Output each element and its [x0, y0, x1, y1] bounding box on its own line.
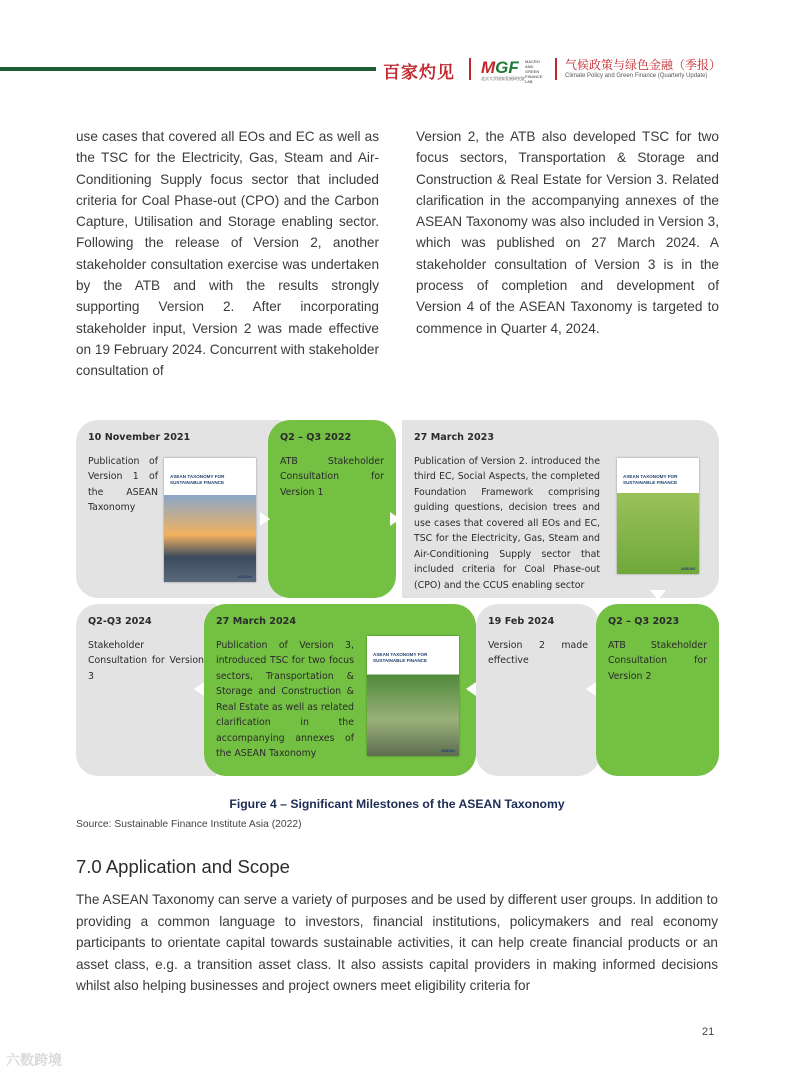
figure-source: Source: Sustainable Finance Institute Asia (2022) — [76, 819, 302, 830]
milestone-date: 19 Feb 2024 — [488, 616, 555, 627]
header-separator — [555, 58, 557, 80]
milestone-date: Q2 – Q3 2023 — [608, 616, 680, 627]
milestone-date: 27 March 2024 — [216, 616, 297, 627]
milestone-panel-4 — [596, 604, 719, 776]
header-title-cn: 气候政策与绿色金融（季报） — [565, 58, 722, 72]
figure-caption: Figure 4 – Significant Milestones of the ASEAN Taxonomy — [229, 797, 565, 811]
section-body: The ASEAN Taxonomy can serve a variety of purposes and be used by different user groups. In addition to providing a common language to investors, financial institutions, policymakers and real economy participants to orientate capital towards sustainable activities, it can help create financial products or an asset class, e.g. a transition asset class. It also assists capital providers in making informed decisions whilst also helping businesses and project owners meet eligibility criteria for — [76, 892, 718, 993]
arrow-right-icon — [260, 512, 270, 526]
milestone-text: Publication of Version 3, introduced TSC for two focus sectors, Transportation & Storage and Construction & Real Estate as well as related clarification in the accompanying annexes of the ASEAN Taxonomy — [216, 639, 354, 759]
milestone-text: Version 2 made effective — [488, 639, 588, 666]
mgf-logo-subtitle: MACRO AND GREEN FINANCE LAB — [525, 59, 543, 84]
milestones-figure — [76, 420, 719, 776]
arrow-left-icon — [586, 682, 596, 696]
milestone-panel-2 — [268, 420, 396, 598]
header-rule — [0, 67, 376, 71]
page-number: 21 — [702, 1026, 715, 1038]
milestone-text: Stakeholder Consultation for Version 3 — [88, 639, 204, 682]
arrow-right-icon — [390, 512, 400, 526]
milestone-text: Publication of Version 1 of the ASEAN Taxonomy — [88, 455, 158, 513]
header-separator — [469, 58, 471, 80]
cover-logo: ASEAN — [680, 566, 695, 571]
milestone-date: Q2-Q3 2024 — [88, 616, 152, 627]
body-column-right: Version 2, the ATB also developed TSC for two focus sectors, Transportation & Storage and Construction & Real Estate for Version 3. Related clarification in the accompanying annexes of the ASEAN Taxonomy was also included in Version 3, which was published on 27 March 2024. A stakeholder consultation of Version 3 is in the process of completion and development of Version 4 of the ASEAN Taxonomy is targeted to commence in Quarter 4, 2024. — [416, 129, 719, 336]
arrow-left-icon — [466, 682, 476, 696]
body-column-left: use cases that covered all EOs and EC as well as the TSC for the Electricity, Gas, Steam and Air-Conditioning Supply focus sector that included criteria for Coal Phase-out (CPO) and the Carbon Capture, Utilisation and Storage enabling sector. Following the release of Version 2, another stakeholder consultation exercise was undertaken by the ATB and with the results strongly supporting Version 2. After incorporating stakeholder input, Version 2 was made effective on 19 February 2024. Concurrent with stakeholder consultation of — [76, 129, 380, 379]
version1-cover-image — [164, 458, 256, 582]
milestone-date: 27 March 2023 — [414, 432, 495, 443]
arrow-left-icon — [194, 682, 204, 696]
mgf-logo: MGF — [481, 58, 519, 77]
arrow-down-icon — [650, 590, 666, 600]
cover-logo: ASEAN — [237, 574, 252, 579]
cover-title: ASEAN TAXONOMY FOR SUSTAINABLE FINANCE — [170, 474, 225, 485]
milestone-text: ATB Stakeholder Consultation for Version 1 — [280, 455, 384, 498]
milestone-date: Q2 – Q3 2022 — [280, 432, 352, 443]
milestone-text: ATB Stakeholder Consultation for Version 2 — [608, 639, 707, 682]
milestone-panel-5 — [476, 604, 600, 776]
version3-cover-image — [367, 636, 459, 756]
milestone-text: Publication of Version 2. introduced the third EC, Social Aspects, the completed Foundation Framework comprising guiding questions, decision trees and use cases that covered all EOs and EC, TSC for the Electricity, Gas, Steam and Air-Conditioning Supply sector that included criteria for Coal Phase-out (CPO) and the CCUS enabling sector — [414, 455, 600, 591]
milestone-date: 10 November 2021 — [88, 432, 191, 443]
cover-title: ASEAN TAXONOMY FOR SUSTAINABLE FINANCE — [373, 652, 428, 663]
section-heading: 7.0 Application and Scope — [76, 856, 290, 877]
version2-cover-image — [617, 458, 699, 574]
header-title-en: Climate Policy and Green Finance (Quarterly Update) — [565, 73, 708, 79]
cover-logo: ASEAN — [440, 748, 455, 753]
watermark: 六数跨境 — [6, 1052, 62, 1068]
cover-title: ASEAN TAXONOMY FOR SUSTAINABLE FINANCE — [623, 474, 678, 485]
mgf-logo-cn: 北京大学国家发展研究院 — [481, 76, 525, 81]
header-brand: 百家灼见 — [383, 63, 455, 83]
